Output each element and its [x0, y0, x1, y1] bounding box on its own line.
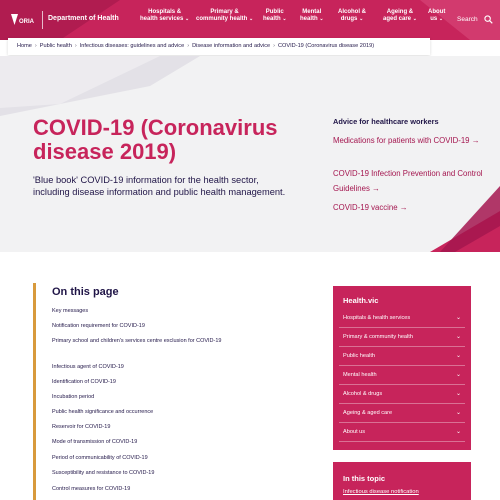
- side-nav-label: Hospitals & health services: [343, 315, 411, 321]
- breadcrumb-separator: ›: [187, 43, 190, 49]
- on-this-page-link[interactable]: Notification requirement for COVID-19: [52, 323, 145, 329]
- arrow-right-icon: →: [372, 184, 380, 193]
- breadcrumb-public-health[interactable]: Public health: [39, 43, 72, 49]
- chevron-down-icon: ⌄: [249, 16, 254, 22]
- chevron-down-icon[interactable]: ⌄: [455, 391, 461, 397]
- breadcrumb-current: COVID-19 (Coronavirus disease 2019): [277, 43, 375, 49]
- chevron-down-icon: ⌄: [438, 16, 444, 22]
- in-this-topic-title: In this topic: [343, 474, 386, 483]
- nav-label-line1: Alcohol &: [338, 9, 366, 15]
- search-icon[interactable]: [484, 15, 493, 24]
- arrow-right-icon: →: [399, 203, 408, 212]
- advice-link-medications[interactable]: [333, 133, 483, 148]
- department-name[interactable]: Department of Health: [48, 15, 119, 22]
- nav-label-line1: Primary &: [210, 9, 239, 15]
- svg-text:ORIA: ORIA: [19, 19, 34, 25]
- breadcrumb-disease-info[interactable]: Disease information and advice: [192, 43, 271, 49]
- side-nav-item-about[interactable]: [339, 423, 465, 442]
- nav-label-line1: Mental: [302, 9, 322, 15]
- on-this-page-link[interactable]: Public health significance and occurrence: [52, 409, 154, 415]
- advice-link-vaccine[interactable]: [333, 200, 483, 215]
- page-title: COVID-19 (Coronavirus disease 2019): [33, 115, 278, 164]
- side-nav-item-ageing[interactable]: [339, 404, 465, 423]
- side-nav-label: Public health: [343, 353, 376, 359]
- side-nav-label: Primary & community health: [343, 334, 413, 340]
- side-nav-item-public-health[interactable]: [339, 347, 465, 366]
- chevron-down-icon: ⌄: [359, 16, 364, 22]
- chevron-down-icon[interactable]: ⌄: [455, 372, 461, 378]
- chevron-down-icon[interactable]: ⌄: [455, 410, 461, 416]
- nav-label-line2: community health: [196, 16, 248, 22]
- advice-link-label: COVID-19 Infection Prevention and Control Guidelines: [333, 169, 483, 193]
- chevron-down-icon: ⌄: [412, 16, 417, 22]
- nav-label-line1: Hospitals &: [148, 9, 182, 15]
- side-nav-item-hospitals[interactable]: [339, 309, 465, 328]
- chevron-down-icon: ⌄: [319, 16, 324, 22]
- nav-mental-health[interactable]: [300, 9, 324, 23]
- nav-public-health[interactable]: [263, 9, 287, 23]
- on-this-page-link[interactable]: Key messages: [52, 308, 89, 314]
- on-this-page: [33, 283, 273, 500]
- breadcrumb-separator: ›: [74, 43, 77, 49]
- nav-hospitals[interactable]: [140, 9, 189, 23]
- side-nav-label: Mental health: [343, 372, 377, 378]
- advice-heading: Advice for healthcare workers: [333, 117, 439, 126]
- nav-label-line2: aged care: [383, 16, 412, 22]
- breadcrumb-separator: ›: [273, 43, 275, 49]
- side-nav-label: Ageing & aged care: [343, 410, 393, 416]
- nav-label-line1: Ageing &: [386, 9, 414, 15]
- nav-label-line2: health services: [140, 16, 184, 22]
- on-this-page-link[interactable]: Reservoir for COVID-19: [52, 424, 111, 430]
- nav-label-line2: us: [430, 16, 438, 22]
- page-intro: 'Blue book' COVID-19 information for the health sector, including disease information and public health management.: [33, 175, 286, 197]
- arrow-right-icon: →: [471, 136, 480, 145]
- on-this-page-link[interactable]: Primary school and children's services centre exclusion for COVID-19: [52, 338, 222, 344]
- on-this-page-link[interactable]: Incubation period: [52, 394, 95, 400]
- side-navigation: [333, 286, 471, 450]
- on-this-page-link[interactable]: Identification of COVID-19: [52, 379, 116, 385]
- nav-label-line2: health: [300, 16, 318, 22]
- in-this-topic-link[interactable]: Infectious disease notification: [343, 489, 419, 495]
- breadcrumb: [8, 38, 430, 55]
- side-nav-title[interactable]: Health.vic: [343, 296, 379, 305]
- side-nav-item-mental-health[interactable]: [339, 366, 465, 385]
- breadcrumb-trail: [17, 43, 374, 49]
- nav-label-line1: About: [428, 9, 446, 15]
- advice-link-label: Medications for patients with COVID-19: [333, 136, 470, 145]
- nav-label-line2: health: [263, 16, 281, 22]
- search-button[interactable]: Search: [457, 16, 478, 23]
- chevron-down-icon: ⌄: [282, 16, 287, 22]
- on-this-page-link[interactable]: Infectious agent of COVID-19: [52, 364, 124, 370]
- chevron-down-icon[interactable]: ⌄: [455, 315, 461, 321]
- on-this-page-title: On this page: [52, 286, 119, 298]
- chevron-down-icon[interactable]: ⌄: [455, 429, 461, 435]
- victoria-state-logo[interactable]: [10, 12, 40, 28]
- chevron-down-icon[interactable]: ⌄: [455, 353, 461, 359]
- on-this-page-link[interactable]: Period of communicability of COVID-19: [52, 455, 148, 461]
- side-nav-item-primary[interactable]: [339, 328, 465, 347]
- side-nav-label: About us: [343, 429, 366, 435]
- on-this-page-link[interactable]: Mode of transmission of COVID-19: [52, 439, 138, 445]
- nav-label-line2: drugs: [340, 16, 358, 22]
- breadcrumb-home[interactable]: Home: [17, 43, 32, 49]
- site-header: [0, 0, 500, 40]
- nav-about-us[interactable]: [428, 9, 445, 23]
- chevron-down-icon[interactable]: ⌄: [455, 334, 461, 340]
- nav-label-line1: Public: [265, 9, 284, 15]
- nav-ageing-aged-care[interactable]: [383, 9, 417, 23]
- advice-link-ipc-guidelines[interactable]: [333, 166, 483, 196]
- on-this-page-link[interactable]: Control measures for COVID-19: [52, 486, 131, 492]
- nav-alcohol-drugs[interactable]: [338, 9, 366, 23]
- chevron-down-icon: ⌄: [185, 16, 190, 22]
- side-nav-label: Alcohol & drugs: [343, 391, 383, 397]
- on-this-page-link[interactable]: Susceptibility and resistance to COVID-19: [52, 470, 155, 476]
- side-nav-item-alcohol-drugs[interactable]: [339, 385, 465, 404]
- breadcrumb-separator: ›: [34, 43, 37, 49]
- logo-divider: [42, 11, 43, 29]
- in-this-topic: [333, 462, 471, 500]
- advice-link-label: COVID-19 vaccine: [333, 203, 398, 212]
- nav-primary-community[interactable]: [196, 9, 253, 23]
- breadcrumb-infectious-diseases[interactable]: Infectious diseases: guidelines and advice: [79, 43, 185, 49]
